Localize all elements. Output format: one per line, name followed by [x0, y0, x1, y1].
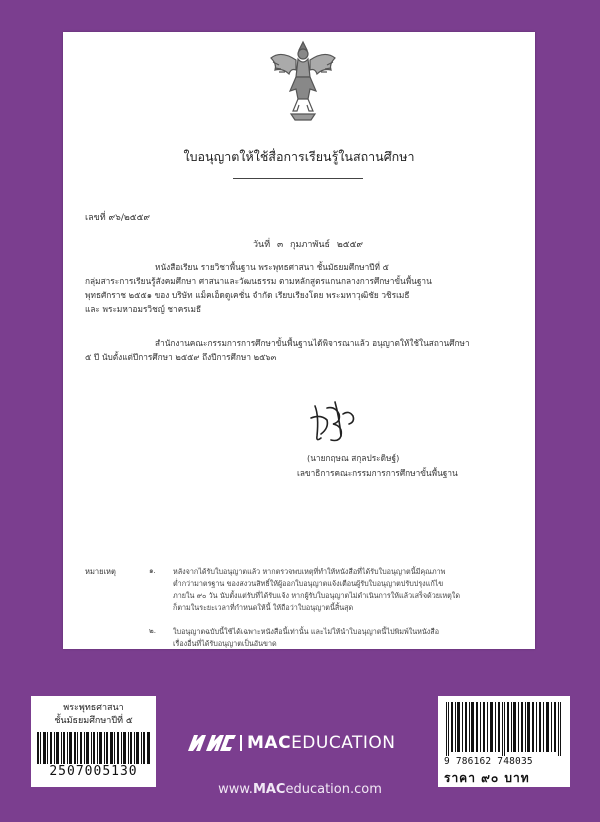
barcode-icon: [37, 732, 150, 764]
website-bold: MAC: [252, 782, 286, 797]
brand-name: [247, 733, 396, 753]
note-line: ก็ตามในระยะเวลาที่กำหนดให้นี้ ให้ถือว่าใบอนุญาตนี้สิ้นสุด: [173, 603, 354, 612]
isbn-box: [438, 696, 570, 787]
document-title: ใบอนุญาตให้ใช้สื่อการเรียนรู้ในสถานศึกษา: [183, 149, 415, 164]
website-prefix: www.: [218, 782, 253, 797]
note-number: ๑.: [149, 566, 156, 575]
note-line: ใบอนุญาตฉบับนี้ใช้ได้เฉพาะหนังสือนี้เท่านั้น และไม่ให้นำใบอนุญาตนี้ไปพิมพ์ในหนังสือ: [173, 627, 440, 636]
note-line: ต่ำกว่ามาตรฐาน ของสงวนสิทธิ์ให้ผู้ออกใบอนุญาตแจ้งเตือนผู้รับใบอนุญาตปรับปรุงแก้ไข: [173, 579, 444, 588]
paragraph1-line: พุทธศักราช ๒๕๕๑ ของ บริษัท แม็คเอ็ดดูเคชั่น จำกัด เรียบเรียงโดย พระมหาวุฒิชัย วชิรเมธี: [85, 290, 410, 300]
paragraph1-line: หนังสือเรียน รายวิชาพื้นฐาน พระพุทธศาสนา ชั้นมัธยมศึกษาปีที่ ๕: [155, 262, 389, 272]
website-suffix: education.com: [285, 782, 382, 797]
notes-label: หมายเหตุ: [85, 567, 116, 576]
isbn-barcode-icon: [444, 702, 564, 756]
document-date: วันที่ ๓ กุมภาพันธ์ ๒๕๕๙: [253, 240, 363, 250]
price-label: ราคา ๙๐ บาท: [444, 771, 530, 785]
handwritten-signature: [305, 398, 365, 448]
brand-name-rest: EDUCATION: [291, 733, 396, 753]
isbn-number: 9 786162 748035: [444, 756, 533, 767]
note-number: ๒.: [149, 626, 157, 635]
note-line: หลังจากได้รับใบอนุญาตแล้ว หากตรวจพบเหตุที่ทำให้หนังสือที่ได้รับใบอนุญาตนี้มีคุณภาพ: [173, 567, 446, 576]
brand-logo: [188, 732, 396, 754]
barcode-number: 2507005130: [49, 764, 138, 779]
paragraph2-line: ๕ ปี นับตั้งแต่ปีการศึกษา ๒๕๕๙ ถึงปีการศึกษา ๒๕๖๓: [85, 352, 277, 362]
title-underline: [233, 178, 363, 179]
note-line: เรื่องอื่นที่ได้รับอนุญาตเป็นอันขาด: [173, 639, 277, 648]
brand-separator: [240, 735, 242, 751]
document-number: เลขที่ ๙๖/๒๕๕๙: [85, 213, 151, 223]
signer-name: (นายกฤษณ สกุลประดิษฐ์): [307, 453, 400, 463]
paragraph1-line: กลุ่มสาระการเรียนรู้สังคมศึกษา ศาสนาและวัฒนธรรม ตามหลักสูตรแกนกลางการศึกษาขั้นพื้นฐาน: [85, 276, 432, 286]
signer-position: เลขาธิการคณะกรรมการการศึกษาขั้นพื้นฐาน: [297, 468, 458, 478]
note-line: ภายใน ๙๐ วัน นับตั้งแต่รับที่ได้รับแจ้ง หากผู้รับใบอนุญาตไม่ดำเนินการให้แล้วเสร็จด้วยเหตุใด: [173, 591, 460, 600]
paragraph1-line: และ พระมหาอมรวิชญ์ ชาครเมธี: [85, 304, 202, 314]
paragraph2-line: สำนักงานคณะกรรมการการศึกษาขั้นพื้นฐานได้พิจารณาแล้ว อนุญาตให้ใช้ในสถานศึกษา: [155, 338, 470, 348]
book-label-box: [31, 696, 156, 787]
book-label-line1: พระพุทธศาสนา: [63, 703, 124, 713]
book-label-line2: ชั้นมัธยมศึกษาปีที่ ๕: [54, 716, 133, 726]
license-document: [63, 32, 535, 649]
brand-name-bold: MAC: [247, 733, 292, 753]
mac-logo-icon: [188, 735, 236, 751]
book-label-title: [31, 702, 156, 728]
garuda-emblem-icon: [267, 38, 339, 124]
